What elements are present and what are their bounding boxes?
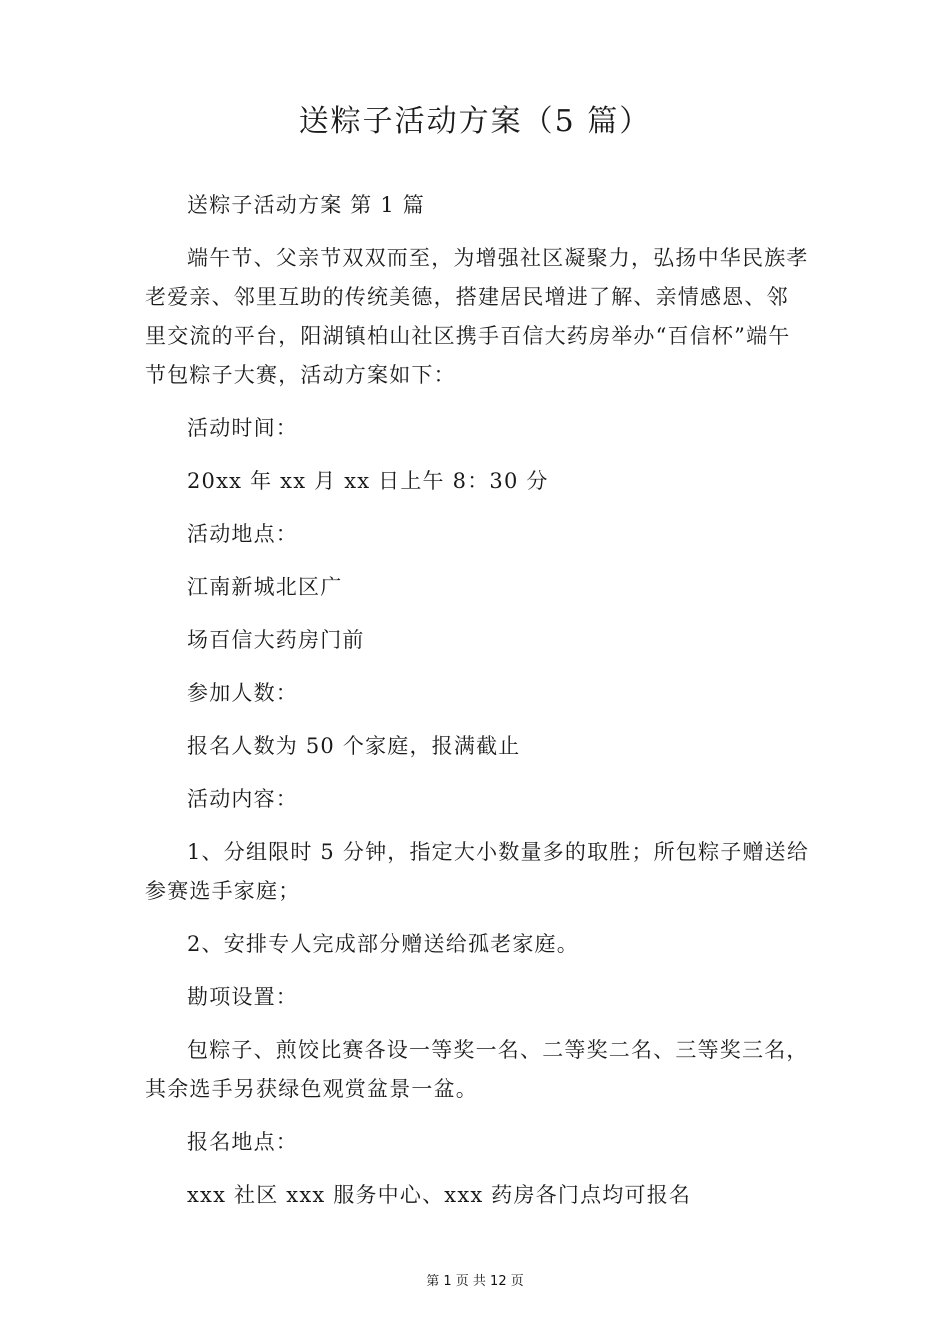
time-label: 活动时间： xyxy=(187,416,298,440)
page-footer: 第 1 页 共 12 页 xyxy=(426,1274,524,1289)
document-title: 送粽子活动方案（5 篇） xyxy=(298,104,652,139)
document-body xyxy=(145,186,810,1229)
awards-label: 勘项设置： xyxy=(187,985,298,1009)
content-label: 活动内容： xyxy=(187,787,298,811)
awards-value: 包粽子、煎饺比赛各设一等奖一名、二等奖二名、三等奖三名，其余选手另获绿色观赏盆景一盆。 xyxy=(145,1038,809,1101)
location-label: 活动地点： xyxy=(187,522,298,546)
participants-value: 报名人数为 50 个家庭，报满截止 xyxy=(187,734,521,758)
time-value: 20xx 年 xx 月 xx 日上午 8：30 分 xyxy=(187,469,549,493)
intro-paragraph: 端午节、父亲节双双而至，为增强社区凝聚力，弘扬中华民族孝老爱亲、邻里互助的传统美德，搭建居民增进了解、亲情感恩、邻里交流的平台，阳湖镇柏山社区携手百信大药房举办“百信杯”端午节包粽子大赛，活动方案如下： xyxy=(145,246,809,387)
section-heading: 送粽子活动方案 第 1 篇 xyxy=(187,193,425,217)
content-item-2: 2、安排专人完成部分赠送给孤老家庭。 xyxy=(187,932,579,956)
registration-value: xxx 社区 xxx 服务中心、xxx 药房各门点均可报名 xyxy=(187,1183,692,1207)
location-value-line2: 场百信大药房门前 xyxy=(187,628,365,652)
location-value-line1: 江南新城北区广 xyxy=(187,575,343,599)
content-item-1: 1、分组限时 5 分钟，指定大小数量多的取胜；所包粽子赠送给参赛选手家庭； xyxy=(145,840,810,903)
participants-label: 参加人数： xyxy=(187,681,298,705)
registration-label: 报名地点： xyxy=(187,1130,298,1154)
